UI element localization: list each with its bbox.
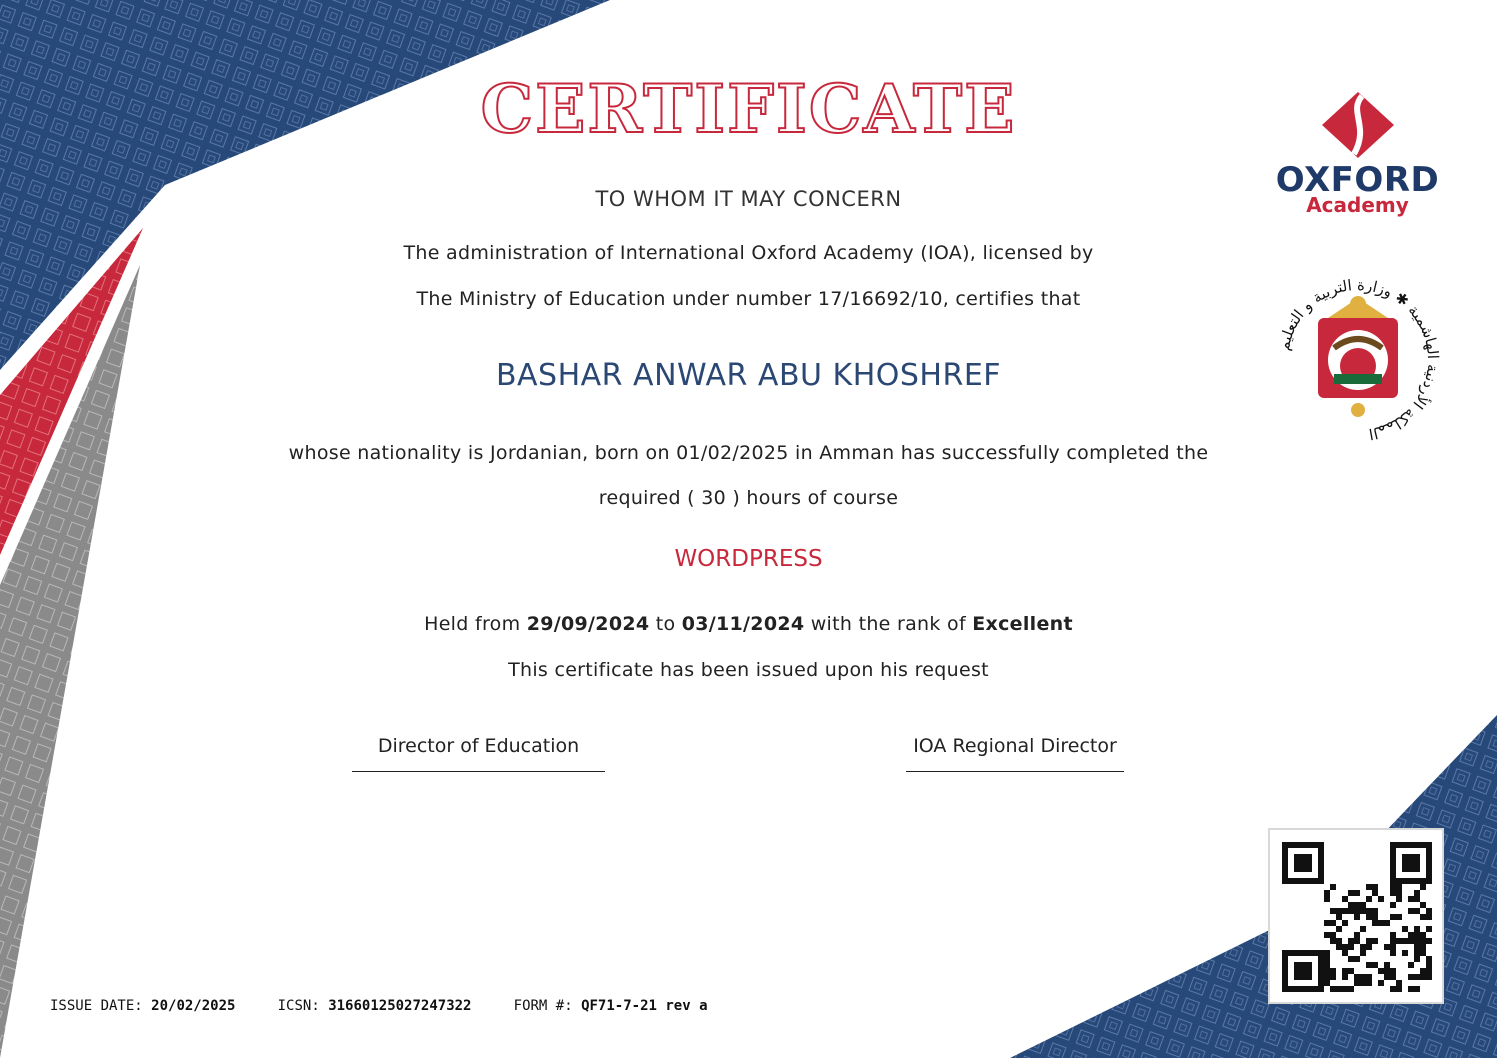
details-line-2: required ( 30 ) hours of course — [598, 487, 899, 509]
details-line-1: whose nationality is Jordanian, born on 01/02/2025 in Amman has successfully completed the — [288, 442, 1209, 464]
form-number: QF71-7-21 rev a — [581, 998, 708, 1014]
held-prefix: Held from — [424, 613, 527, 635]
course-name: WORDPRESS — [674, 546, 823, 572]
logo-sub: Academy — [1306, 193, 1409, 217]
held-line — [0, 613, 1497, 635]
signature-left — [352, 735, 605, 772]
qr-code-icon — [1270, 830, 1442, 1002]
form-label: FORM #: — [513, 998, 582, 1014]
oxford-emblem-icon — [1318, 88, 1398, 158]
held-from-date: 29/09/2024 — [526, 613, 650, 635]
icsn-number: 31660125027247322 — [328, 998, 472, 1014]
signature-right-line — [906, 771, 1124, 772]
issued-note: This certificate has been issued upon his request — [508, 659, 989, 681]
icsn-label: ICSN: — [277, 998, 329, 1014]
rank: Excellent — [972, 613, 1073, 635]
signature-left-label: Director of Education — [377, 735, 580, 757]
seal-text: المملكة الأردنية الهاشمية ✱ وزارة التربية و التعليم — [1274, 275, 1443, 444]
qr-code[interactable] — [1268, 828, 1444, 1004]
ministry-seal-icon — [1268, 270, 1448, 450]
recipient-name: BASHAR ANWAR ABU KHOSHREF — [495, 358, 1002, 393]
held-to-word: to — [649, 613, 682, 635]
intro-line-1: The administration of International Oxford Academy (IOA), licensed by — [403, 242, 1094, 264]
logo-brand: OXFORD — [1275, 160, 1440, 200]
signature-right-label: IOA Regional Director — [913, 735, 1117, 757]
oxford-academy-logo — [1260, 88, 1455, 216]
held-rank-prefix: with the rank of — [804, 613, 973, 635]
footer — [50, 998, 708, 1014]
held-to-date: 03/11/2024 — [681, 613, 805, 635]
certificate-title: CERTIFICATE — [480, 70, 1017, 148]
signature-right — [906, 735, 1124, 772]
signature-left-line — [352, 771, 605, 772]
intro-line-2: The Ministry of Education under number 17/16692/10, certifies that — [416, 288, 1081, 310]
salutation: TO WHOM IT MAY CONCERN — [595, 187, 902, 211]
issue-date-label: ISSUE DATE: — [50, 998, 152, 1014]
issue-date: 20/02/2025 — [151, 998, 236, 1014]
